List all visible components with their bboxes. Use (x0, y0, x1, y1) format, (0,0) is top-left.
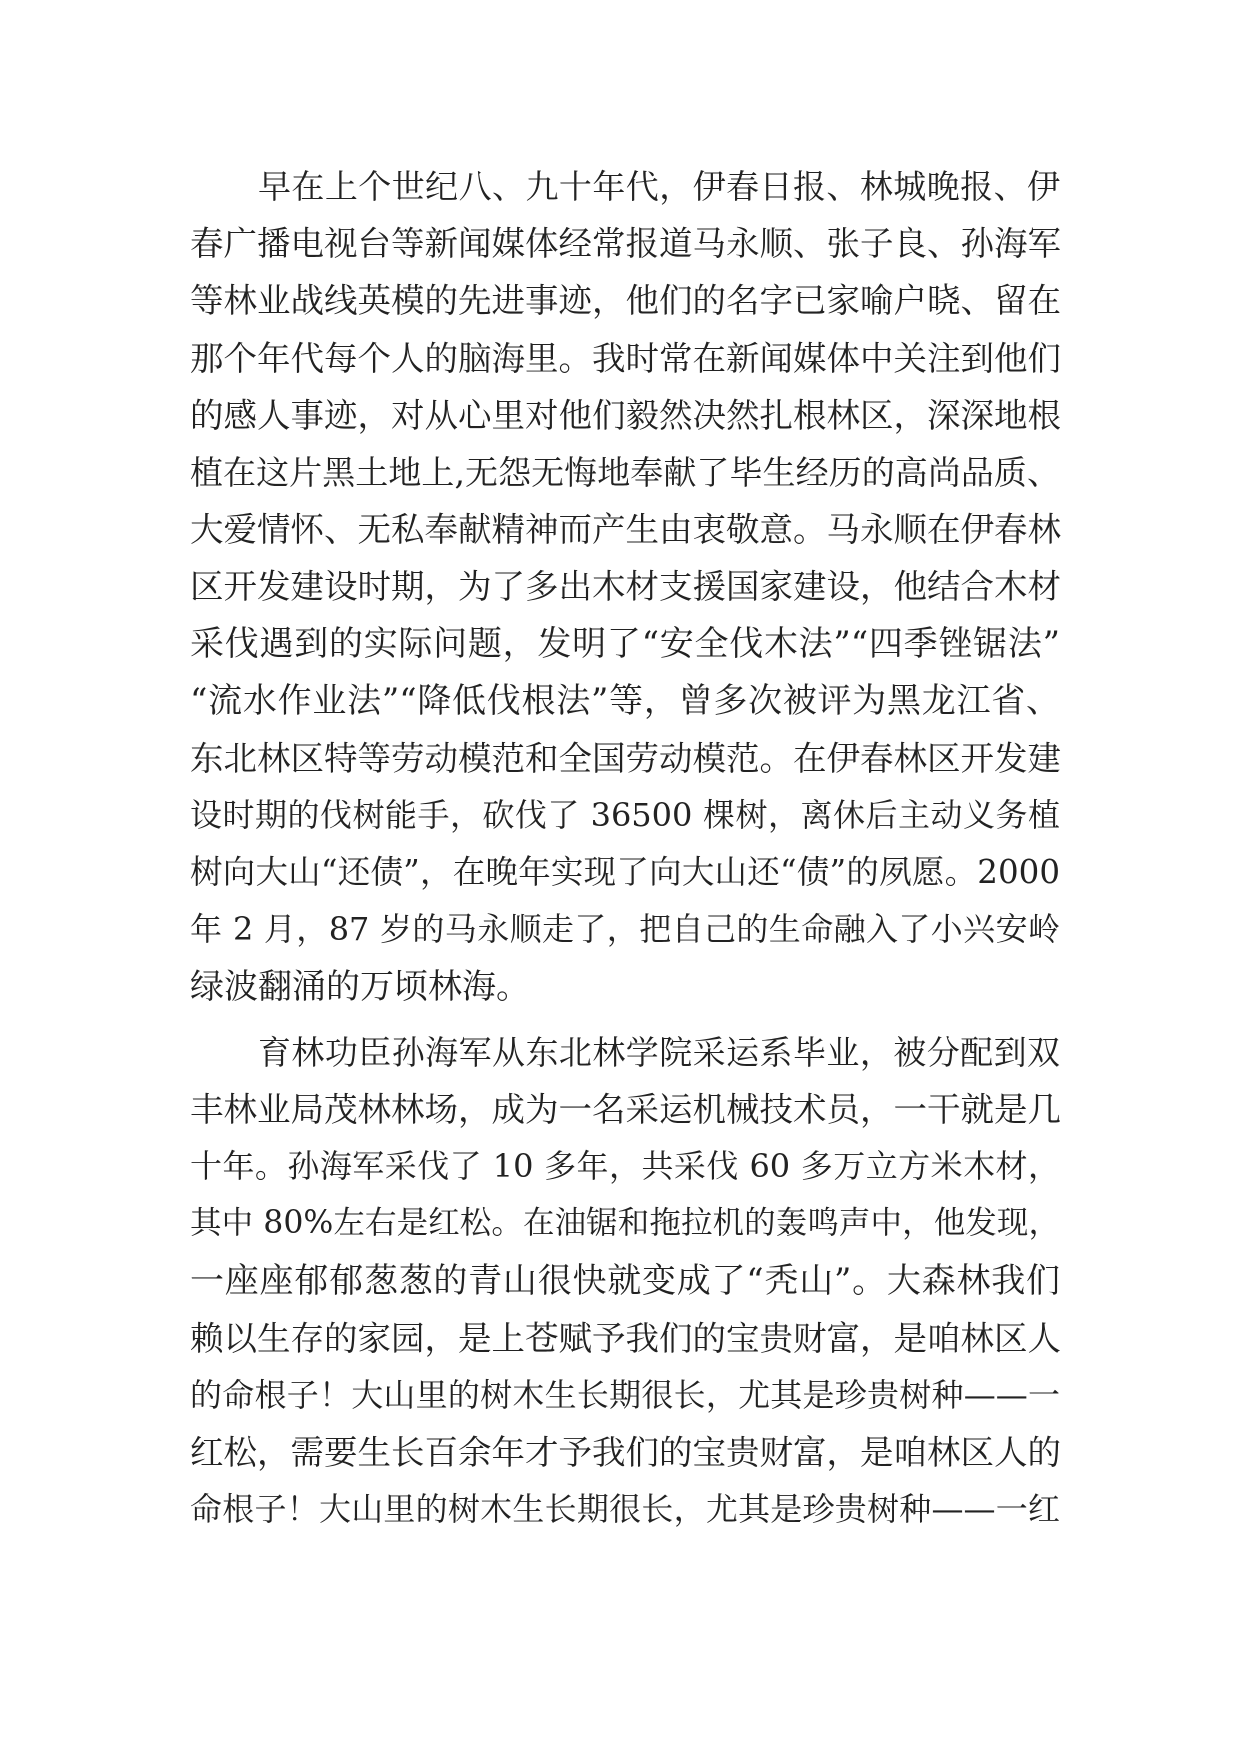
text-line: 命根子！大山里的树木生长期很长，尤其是珍贵树种——一红 (190, 1490, 1060, 1529)
text-line: 其中 80%左右是红松。在油锯和拖拉机的轰鸣声中，他发现， (190, 1205, 1060, 1242)
text-line: 年 2 月，87 岁的马永顺走了，把自己的生命融入了小兴安岭 (190, 910, 1060, 949)
text-line: 一座座郁郁葱葱的青山很快就变成了“秃山”。大森林我们 (190, 1260, 1060, 1301)
text-line: 等林业战线英模的先进事迹，他们的名字已家喻户晓、留在 (190, 281, 1061, 321)
text-line: 区开发建设时期，为了多出木材支援国家建设，他结合木材 (190, 567, 1061, 607)
text-line: 丰林业局茂林林场，成为一名采运机械技术员，一干就是几 (190, 1090, 1061, 1129)
text-line: 植在这片黑土地上,无怨无悔地奉献了毕生经历的高尚品质、 (190, 452, 1060, 492)
text-line: 那个年代每个人的脑海里。我时常在新闻媒体中关注到他们 (190, 338, 1061, 378)
paragraph-2 (190, 1024, 1060, 1539)
text-line: 东北林区特等劳动模范和全国劳动模范。在伊春林区开发建 (190, 738, 1061, 778)
text-line: 十年。孙海军采伐了 10 多年，共采伐 60 多万立方米木材， (190, 1147, 1060, 1186)
text-line: 绿波翻涌的万顷林海。 (190, 966, 530, 1007)
text-line: 春广播电视台等新闻媒体经常报道马永顺、张子良、孙海军 (190, 224, 1061, 264)
text-line: 早在上个世纪八、九十年代，伊春日报、林城晚报、伊 (258, 167, 1060, 206)
text-line: 的命根子！大山里的树木生长期很长，尤其是珍贵树种——一 (190, 1375, 1060, 1414)
text-line: 设时期的伐树能手，砍伐了 36500 棵树，离休后主动义务植 (190, 796, 1060, 835)
text-line: 大爱情怀、无私奉献精神而产生由衷敬意。马永顺在伊春林 (190, 510, 1061, 550)
text-line: 的感人事迹，对从心里对他们毅然决然扎根林区，深深地根 (190, 395, 1061, 435)
text-line: “流水作业法”“降低伐根法”等，曾多次被评为黑龙江省、 (190, 680, 1060, 721)
text-line: 赖以生存的家园，是上苍赋予我们的宝贵财富，是咱林区人 (190, 1318, 1061, 1358)
document-body (190, 158, 1060, 1539)
paragraph-gap (190, 1016, 1060, 1024)
text-line: 红松，需要生长百余年才予我们的宝贵财富，是咱林区人的 (190, 1433, 1061, 1473)
text-line: 采伐遇到的实际问题，发明了“安全伐木法”“四季锉锯法” (190, 623, 1060, 664)
text-line: 树向大山“还债”，在晚年实现了向大山还“债”的夙愿。2000 (190, 853, 1060, 892)
paragraph-1 (190, 158, 1060, 1016)
text-line: 育林功臣孙海军从东北林学院采运系毕业，被分配到双 (258, 1032, 1060, 1072)
